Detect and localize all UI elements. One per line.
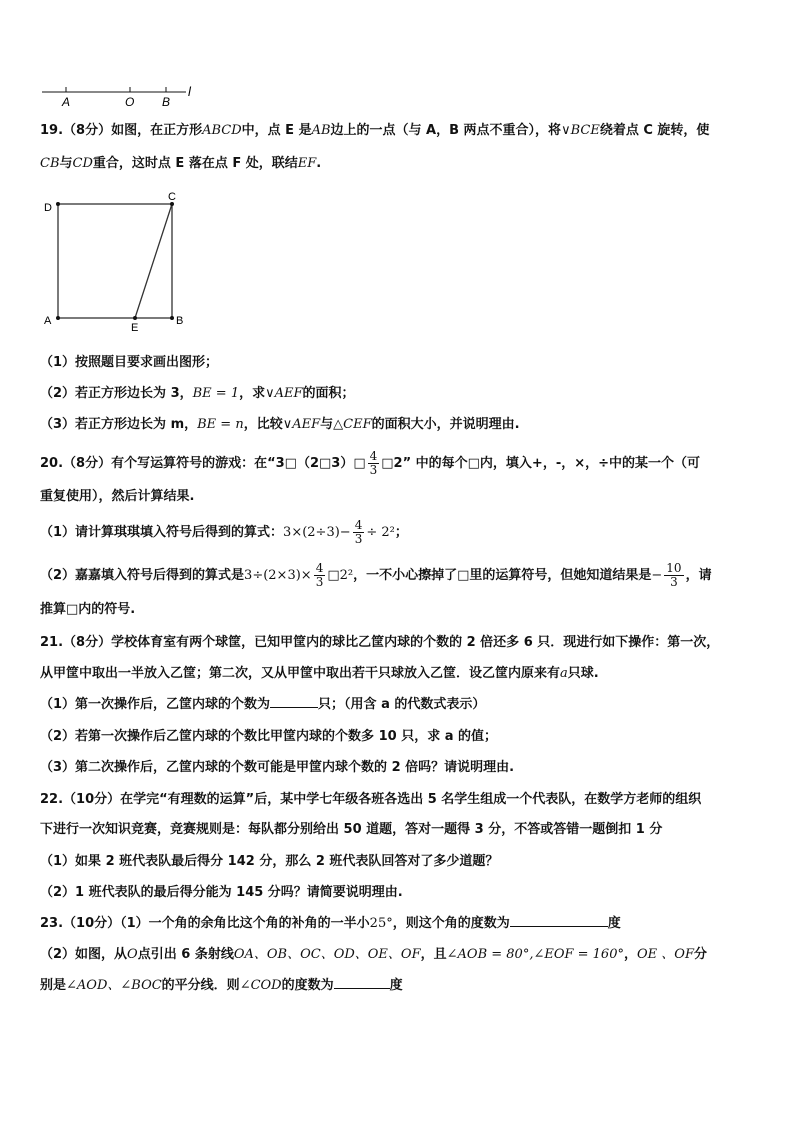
q21-sub3-text: （3）第二次操作后，乙筐内球的个数可能是甲筐内球个数的 2 倍吗？请说明理由. <box>40 760 515 775</box>
q20-sub2b: ，一不小心擦掉了□里的运算符号，但她知道结果是 <box>353 568 652 583</box>
q20-sub2-fraction <box>314 562 326 589</box>
q20-sub1 <box>40 519 760 547</box>
math-cd: CD <box>72 156 93 171</box>
q20-sub1a: （1）请计算琪琪填入符号后得到的算式： <box>40 525 284 540</box>
q23-line1a: 23.（10分）（1）一个角的余角比这个角的补角的一半小 <box>40 916 370 931</box>
math-a: a <box>560 666 568 681</box>
fraction-denominator: 3 <box>369 463 378 477</box>
q19-sub3 <box>40 414 760 436</box>
q23-line2c: ，且 <box>420 947 447 962</box>
math-expr2b: □2² <box>327 568 354 583</box>
q19-line2 <box>40 153 760 175</box>
q19-tail1: 绕着点 C 旋转，使 <box>599 123 710 138</box>
math-bce: ∨BCE <box>561 123 600 138</box>
q20-line2 <box>40 486 760 508</box>
q21-line1-text: 21.（8分）学校体育室有两个球筐，已知甲筐内的球比乙筐内球的个数的 2 倍还多 6 只．现进行如下操作：第一次， <box>40 635 720 650</box>
q19-line2-text: 重合，这时点 E 落在点 F 处，联结 <box>92 156 298 171</box>
q19-sub2a: （2）若正方形边长为 3， <box>40 386 193 401</box>
q20-head2: □2” 中的每个□内，填入+，-，×，÷中的某一个（可 <box>381 456 701 471</box>
square-abcd <box>58 204 172 318</box>
fig-label-c: C <box>168 191 176 203</box>
q19-sub3a: （3）若正方形边长为 m， <box>40 417 198 432</box>
q22-sub1-text: （1）如果 2 班代表队最后得分 142 分，那么 2 班代表队回答对了多少道题？ <box>40 854 499 869</box>
q19-sub2b: ，求 <box>239 386 266 401</box>
fraction-denominator: 3 <box>315 575 324 589</box>
q19-sub2c: 的面积； <box>302 386 355 401</box>
q19-sub1-text: （1）按照题目要求画出图形； <box>40 355 219 370</box>
q23-line1b: ，则这个角的度数为 <box>392 916 510 931</box>
q20-line3-text: 推算□内的符号. <box>40 602 136 617</box>
q20-sub2c: ，请 <box>685 568 712 583</box>
q23-line2e: 分 <box>693 947 707 962</box>
fig-label-d: D <box>44 202 52 214</box>
math-be-n: BE = n <box>197 417 244 432</box>
q22-line1 <box>40 789 760 811</box>
fraction-numerator: 4 <box>369 449 378 463</box>
math-aef-2: ∨AEF <box>282 417 321 432</box>
q23-line1 <box>40 913 760 935</box>
q19-sub3c: 与 <box>320 417 334 432</box>
q19-mid2: 边上的一点（与 A，B 两点不重合），将 <box>330 123 562 138</box>
q20-line2-text: 重复使用），然后计算结果. <box>40 489 195 504</box>
q21-line2b: 只球. <box>567 666 599 681</box>
point-e <box>133 316 137 320</box>
math-negative: − <box>651 568 663 583</box>
fraction-denominator: 3 <box>354 532 363 546</box>
q23-line3 <box>40 975 760 997</box>
q23-line2b: 点引出 6 条射线 <box>137 947 234 962</box>
math-25-degrees: 25° <box>369 916 393 931</box>
result-numerator: 10 <box>666 561 682 575</box>
q22-sub2 <box>40 882 760 904</box>
q22-line2-text: 下进行一次知识竞赛，竞赛规则是：每队都分别给出 50 道题，答对一题得 3 分，不答或答错一题倒扣 1 分 <box>40 822 663 837</box>
math-cb: CB <box>40 156 60 171</box>
q21-sub2-text: （2）若第一次操作后乙筐内球的个数比甲筐内球的个数多 10 只，求 a 的值； <box>40 729 498 744</box>
math-oe-of: OE 、OF <box>637 947 694 962</box>
q19-line1 <box>40 120 760 142</box>
result-denominator: 3 <box>670 575 678 589</box>
q21-sub1b: 只；（用含 a 的代数式表示） <box>318 697 486 712</box>
math-ab: AB <box>311 123 331 138</box>
q20-head: 20.（8分）有个写运算符号的游戏：在“3□（2□3）□ <box>40 456 366 471</box>
q19-with: 与 <box>59 156 73 171</box>
answer-blank[interactable] <box>334 976 390 989</box>
math-cef: △CEF <box>333 417 372 432</box>
math-ef: EF <box>297 156 317 171</box>
label-b: B <box>162 95 171 109</box>
q19-sub1 <box>40 352 760 374</box>
math-rays: OA、OB、OC、OD、OE、OF <box>233 947 421 962</box>
math-be-1: BE = 1 <box>192 386 240 401</box>
label-a: A <box>62 95 71 109</box>
point-b <box>170 316 174 320</box>
q20-line1 <box>40 450 760 477</box>
q22-sub1 <box>40 851 760 873</box>
q23-line3b: 的平分线．则 <box>161 978 240 993</box>
q23-line2 <box>40 944 760 966</box>
square-figure <box>40 188 200 333</box>
fraction-numerator: 4 <box>354 518 363 532</box>
q23-line2d: ， <box>623 947 637 962</box>
q20-sub1-fraction <box>353 519 365 546</box>
q19-sub3d: 的面积大小，并说明理由. <box>371 417 520 432</box>
answer-blank[interactable] <box>270 695 318 708</box>
point-d <box>56 202 60 206</box>
q21-sub2 <box>40 726 760 748</box>
answer-blank[interactable] <box>510 914 608 927</box>
math-aef: ∨AEF <box>265 386 303 401</box>
q19-sub3b: ，比较 <box>243 417 283 432</box>
fraction-numerator: 4 <box>315 561 324 575</box>
math-expr1a: 3×(2÷3)− <box>283 525 351 540</box>
q20-line3 <box>40 599 760 621</box>
q20-fraction <box>368 450 380 477</box>
segment-ce <box>135 204 172 318</box>
fig-label-b: B <box>176 315 184 327</box>
q20-sub2a: （2）嘉嘉填入符号后得到的算式是 <box>40 568 245 583</box>
q21-line1 <box>40 632 760 654</box>
q21-sub1a: （1）第一次操作后，乙筐内球的个数为 <box>40 697 271 712</box>
q20-sub1-end: ； <box>394 525 408 540</box>
number-line-figure <box>38 80 208 110</box>
q19-head: 19.（8分）如图，在正方形 <box>40 123 203 138</box>
q20-sub2 <box>40 562 760 590</box>
math-angles: ∠AOB = 80°,∠EOF = 160° <box>446 947 624 962</box>
q23-line2a: （2）如图，从 <box>40 947 128 962</box>
q22-sub2-text: （2）1 班代表队的最后得分能为 145 分吗？请简要说明理由. <box>40 885 403 900</box>
q23-line3d: 度 <box>389 978 403 993</box>
q23-line3c: 的度数为 <box>281 978 334 993</box>
q21-line2 <box>40 663 760 685</box>
q23-line3a: 别是 <box>40 978 67 993</box>
label-o: O <box>125 95 135 109</box>
q22-line2 <box>40 819 760 841</box>
math-o: O <box>127 947 138 962</box>
math-bisected-angles: ∠AOD、∠BOC <box>66 978 162 993</box>
q19-mid1: 中，点 E 是 <box>241 123 312 138</box>
q21-sub1 <box>40 694 760 716</box>
fig-label-e: E <box>131 322 139 333</box>
math-expr2a: 3÷(2×3)× <box>244 568 312 583</box>
q19-end: . <box>316 156 322 171</box>
label-l: l <box>188 84 191 99</box>
q21-line2a: 从甲筐中取出一半放入乙筐；第二次，又从甲筐中取出若干只球放入乙筐．设乙筐内原来有 <box>40 666 561 681</box>
q22-line1-text: 22.（10分）在学完“有理数的运算”后，某中学七年级各班各选出 5 名学生组成一个代表队，在数学方老师的组织 <box>40 792 702 807</box>
math-abcd: ABCD <box>202 123 242 138</box>
q21-sub3 <box>40 757 760 779</box>
math-expr1b: ÷ 2² <box>366 525 395 540</box>
fig-label-a: A <box>44 315 52 327</box>
q20-result-fraction <box>664 562 683 589</box>
q23-line1c: 度 <box>607 916 621 931</box>
math-angle-cod: ∠COD <box>239 978 282 993</box>
point-a <box>56 316 60 320</box>
q19-sub2 <box>40 383 760 405</box>
